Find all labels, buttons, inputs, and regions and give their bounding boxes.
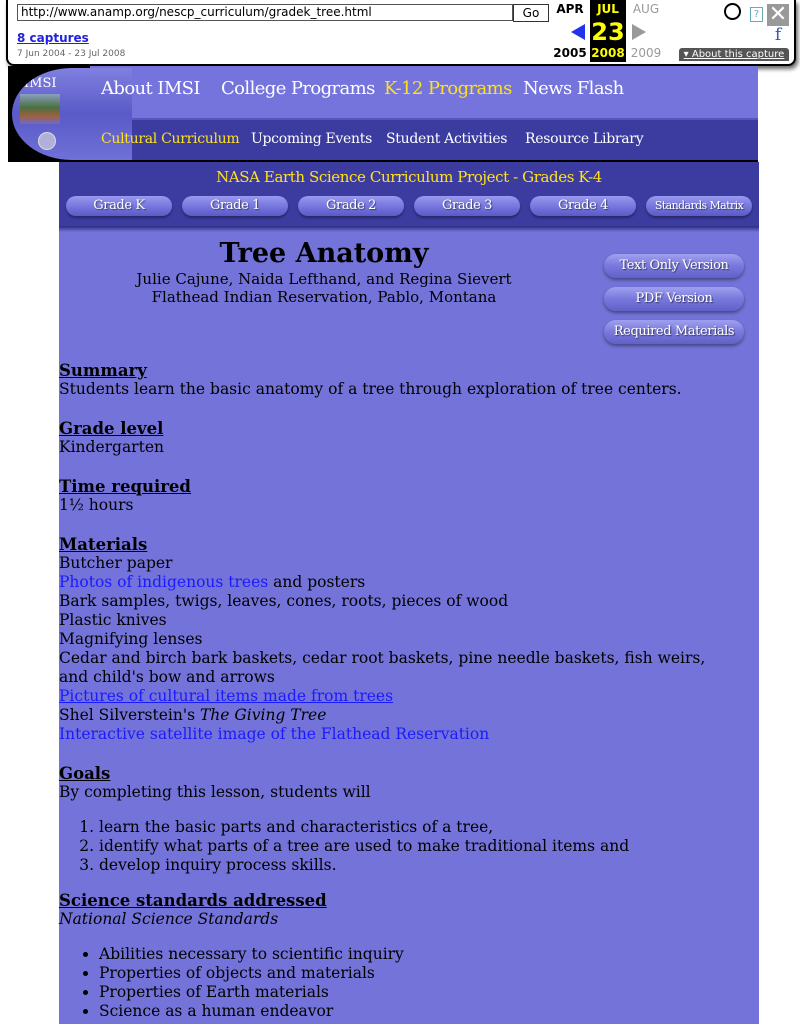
prev-capture[interactable] bbox=[550, 0, 590, 62]
material-item bbox=[59, 725, 749, 744]
material-item bbox=[59, 706, 749, 725]
goal-item: 3. develop inquiry process skills. bbox=[99, 856, 749, 875]
grade-1-button[interactable]: Grade 1 bbox=[182, 196, 288, 216]
logo-text: IMSI bbox=[24, 76, 57, 91]
nav-about-imsi[interactable]: About IMSI bbox=[101, 78, 200, 99]
goals-intro: By completing this lesson, students will bbox=[59, 783, 371, 801]
nav-upcoming-events[interactable]: Upcoming Events bbox=[251, 131, 372, 147]
material-item-suffix: and posters bbox=[268, 573, 366, 591]
seal-icon bbox=[38, 132, 56, 150]
nav-cultural-curriculum[interactable]: Cultural Curriculum bbox=[101, 131, 240, 147]
nav-college-programs[interactable]: College Programs bbox=[221, 78, 375, 99]
grade-2-button[interactable]: Grade 2 bbox=[298, 196, 404, 216]
goal-item: 1. learn the basic parts and characteristics of a tree, bbox=[99, 818, 749, 837]
grade-k-button[interactable]: Grade K bbox=[66, 196, 172, 216]
text-only-version-button[interactable]: Text Only Version bbox=[604, 254, 744, 278]
standard-item: • Properties of Earth materials bbox=[99, 983, 749, 1002]
about-capture-button[interactable]: ▾ About this capture bbox=[679, 48, 789, 61]
grade-level-heading: Grade level bbox=[59, 419, 164, 438]
standards-heading: Science standards addressed bbox=[59, 891, 327, 910]
summary-heading: Summary bbox=[59, 361, 147, 380]
go-button[interactable]: Go bbox=[513, 4, 549, 22]
standard-item: • Science as a human endeavor bbox=[99, 1002, 749, 1021]
prev-arrow-icon[interactable] bbox=[571, 24, 585, 40]
standard-item: • Properties of objects and materials bbox=[99, 964, 749, 983]
material-item bbox=[59, 687, 749, 706]
next-arrow-icon bbox=[632, 24, 646, 40]
goals-heading: Goals bbox=[59, 764, 111, 783]
standards-list bbox=[59, 945, 749, 1021]
required-materials-button[interactable]: Required Materials bbox=[604, 320, 744, 344]
book-author: Shel Silverstein's bbox=[59, 706, 200, 724]
imsi-logo[interactable] bbox=[8, 66, 90, 162]
loading-circle-icon bbox=[724, 3, 741, 20]
lesson-body bbox=[59, 361, 749, 1021]
wayback-toolbar bbox=[6, 0, 796, 66]
help-icon[interactable]: ? bbox=[750, 7, 763, 22]
current-year: 2008 bbox=[591, 46, 625, 60]
grade-level-text: Kindergarten bbox=[59, 438, 164, 456]
material-item: Plastic knives bbox=[59, 611, 167, 629]
next-month: AUG bbox=[632, 2, 660, 16]
book-title: The Giving Tree bbox=[199, 706, 327, 724]
material-item: Cedar and birch bark baskets, cedar root baskets, pine needle baskets, fish weirs, bbox=[59, 649, 706, 667]
lesson-title: Tree Anatomy bbox=[219, 238, 429, 269]
pdf-version-button[interactable]: PDF Version bbox=[604, 287, 744, 311]
url-input[interactable]: http://www.anamp.org/nescp_curriculum/gradek_tree.html bbox=[17, 4, 513, 21]
prev-month[interactable]: APR bbox=[556, 2, 584, 16]
cultural-items-pictures-link[interactable]: Pictures of cultural items made from trees bbox=[59, 687, 394, 705]
time-required-heading: Time required bbox=[59, 477, 191, 496]
capture-date-range: 7 Jun 2004 - 23 Jul 2008 bbox=[17, 49, 126, 59]
nav-news-flash[interactable]: News Flash bbox=[523, 78, 624, 99]
material-item: Butcher paper bbox=[59, 554, 173, 572]
project-bar-shadow bbox=[59, 226, 759, 232]
prev-year[interactable]: 2005 bbox=[553, 46, 587, 60]
current-month: JUL bbox=[597, 2, 619, 16]
satellite-image-link[interactable]: Interactive satellite image of the Flathead Reservation bbox=[59, 725, 490, 743]
lesson-authors: Julie Cajune, Naida Lefthand, and Regina Sievert bbox=[136, 270, 512, 288]
material-item-continued: and child's bow and arrows bbox=[59, 668, 275, 686]
grade-4-button[interactable]: Grade 4 bbox=[530, 196, 636, 216]
nav-resource-library[interactable]: Resource Library bbox=[525, 131, 644, 147]
current-capture bbox=[590, 0, 626, 62]
main-content bbox=[59, 162, 759, 1024]
material-item bbox=[59, 573, 749, 592]
materials-heading: Materials bbox=[59, 535, 148, 554]
lesson-location: Flathead Indian Reservation, Pablo, Montana bbox=[151, 288, 497, 306]
project-title: NASA Earth Science Curriculum Project - Grades K-4 bbox=[216, 168, 602, 186]
current-day: 23 bbox=[591, 18, 625, 46]
material-item: Bark samples, twigs, leaves, cones, roots, pieces of wood bbox=[59, 592, 509, 610]
summary-text: Students learn the basic anatomy of a tree through exploration of tree centers. bbox=[59, 380, 682, 398]
standards-subheading: National Science Standards bbox=[59, 910, 279, 928]
project-bar bbox=[59, 162, 759, 226]
campus-photo bbox=[20, 94, 60, 124]
standards-matrix-button[interactable]: Standards Matrix bbox=[646, 196, 752, 216]
photos-indigenous-trees-link[interactable]: Photos of indigenous trees bbox=[59, 573, 269, 591]
standard-item: • Abilities necessary to scientific inquiry bbox=[99, 945, 749, 964]
nav-student-activities[interactable]: Student Activities bbox=[386, 131, 508, 147]
goal-item: 2. identify what parts of a tree are used to make traditional items and bbox=[99, 837, 749, 856]
material-item: Magnifying lenses bbox=[59, 630, 203, 648]
site-header bbox=[8, 66, 758, 162]
nav-k12-programs[interactable]: K-12 Programs bbox=[384, 78, 512, 99]
close-icon[interactable]: ✕ bbox=[768, 2, 788, 27]
goals-list bbox=[59, 818, 749, 875]
captures-link[interactable]: 8 captures bbox=[17, 31, 89, 45]
grade-3-button[interactable]: Grade 3 bbox=[414, 196, 520, 216]
next-capture bbox=[626, 0, 666, 62]
facebook-icon[interactable]: f bbox=[774, 25, 782, 45]
next-year: 2009 bbox=[630, 46, 662, 60]
time-required-text: 1½ hours bbox=[59, 496, 134, 514]
